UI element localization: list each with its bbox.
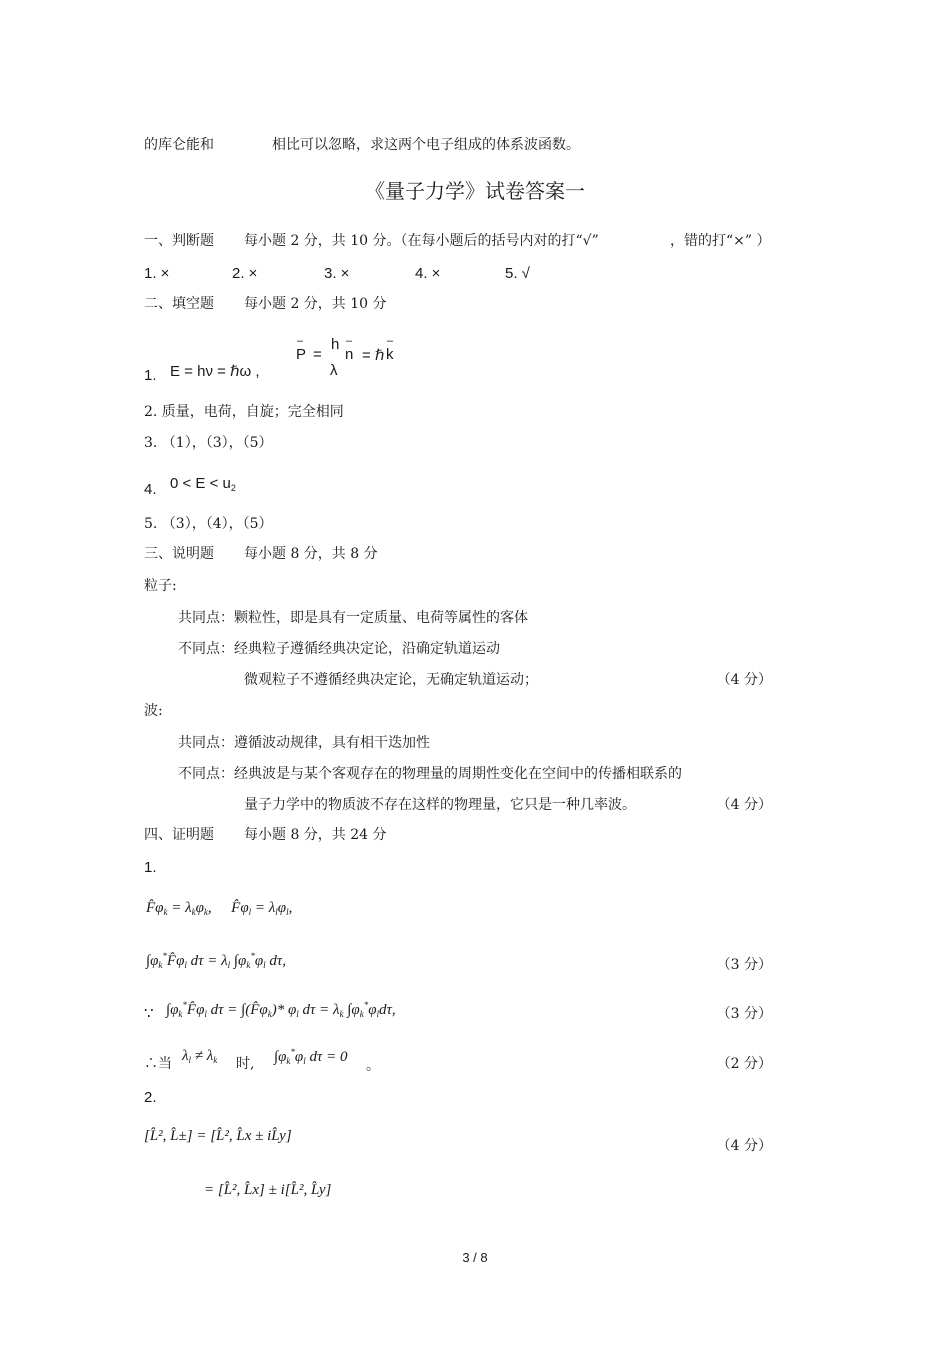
s4-because-equation: $\int\varphi_k^*F̂\varphi_l$ $d\tau = \int(F̂\varphi_k)*$ $\varphi_l$ $d\tau = \lambda_k$ $\int\varphi_k^*\varphi_ld\tau$, <box>166 1000 396 1019</box>
s4-eq4-sub4: l <box>303 1056 306 1066</box>
s4-eq2-star1: * <box>162 951 167 961</box>
s4-eq1-d: F̂φ <box>231 900 249 916</box>
s3-rule: 每小题 8 分，共 8 分 <box>244 546 378 562</box>
s4-eq1-a: F̂φ <box>146 900 164 916</box>
s3-wave-score: （4 分） <box>716 797 772 813</box>
s4-eq3-sub6: k <box>359 1009 364 1019</box>
s4-eq4-e: φ <box>294 1049 304 1065</box>
s4-eq3-e: dτ = λ <box>302 1002 340 1018</box>
s2-heading: 二、填空题 <box>144 296 214 312</box>
s4-eq3-star2: * <box>363 1000 369 1010</box>
s4-eq1-c: φ <box>195 900 204 916</box>
s4-eq3-h: dτ <box>379 1002 392 1018</box>
intro-text-b: 相比可以忽略，求这两个电子组成的体系波函数。 <box>272 137 580 153</box>
s3-particle-diff2: 微观粒子不遵循经典决定论，无确定轨道运动； <box>244 672 538 688</box>
s2-q1-p: – P <box>296 346 306 363</box>
s4-eq4-sub2: k <box>213 1055 218 1065</box>
s4-score-1: （3 分） <box>716 957 772 973</box>
s4-eq4-star: * <box>290 1047 295 1057</box>
s3-particle-score: （4 分） <box>716 672 772 688</box>
page-title: 《量子力学》试卷答案一 <box>365 179 585 203</box>
s1-answer-4: 4. × <box>415 265 441 282</box>
s2-q2: 2. 质量，电荷，自旋；完全相同 <box>144 404 344 420</box>
s4-eq3-g: φ <box>368 1002 377 1018</box>
s4-eq1-sub6: l <box>286 907 289 917</box>
s1-answer-1: 1. × <box>144 265 170 282</box>
s2-q1-eq2: = ℏ <box>362 347 385 364</box>
s4-eq2-sub2: l <box>184 960 187 970</box>
s2-q1-lambda: λ <box>330 362 338 379</box>
s4-rule: 每小题 8 分，共 24 分 <box>244 827 387 843</box>
s4-q2-number: 2. <box>144 1089 157 1106</box>
s4-commutator-1: [L̂², L̂±] = [L̂², L̂x ± iL̂y] <box>144 1128 292 1144</box>
s4-q1-number: 1. <box>144 859 157 876</box>
s2-q5: 5. （3），（4），（5） <box>144 516 273 532</box>
s4-eq1-sub5: l <box>275 907 278 917</box>
s2-q1-equals: = <box>313 346 322 363</box>
s2-q1-k: – k <box>386 346 394 363</box>
s3-wave-diff: 不同点：经典波是与某个客观存在的物理量的周期性变化在空间中的传播相联系的 <box>178 766 682 782</box>
s2-q4-number: 4. <box>144 481 157 498</box>
s4-when-label: ∴当 <box>144 1056 172 1072</box>
s2-q4-ineq: 0 < E < u <box>170 475 231 492</box>
s4-eq3-a: ∫φ <box>166 1002 179 1018</box>
s4-eq4-d: ∫φ <box>274 1049 287 1065</box>
s4-eq1-sub2: k <box>191 907 196 917</box>
s1-heading: 一、判断题 <box>144 233 214 249</box>
s4-eq1-sub4: l <box>248 907 252 917</box>
s3-particle-label: 粒子: <box>144 578 177 594</box>
s4-eq2-sub1: k <box>158 960 163 970</box>
s4-eq3-sub4: l <box>296 1009 299 1019</box>
s4-eq1-f: φ <box>277 900 287 916</box>
s3-heading: 三、说明题 <box>144 546 214 562</box>
s4-eq3-star1: * <box>182 1000 187 1010</box>
s4-eq2-sub4: k <box>246 960 251 970</box>
s4-eq3-d: )* φ <box>271 1002 297 1018</box>
s4-eq2-e: φ <box>254 953 264 969</box>
s2-q1-momentum <box>296 346 306 363</box>
s2-q1-n: – n <box>345 346 353 363</box>
s4-when-suffix: 时, <box>236 1056 255 1072</box>
s1-rule: 每小题 2 分，共 10 分。（在每小题后的括号内对的打“√” <box>244 233 599 249</box>
s4-commutator-2: = [L̂², L̂x] ± i[L̂², L̂y] <box>204 1182 332 1198</box>
s4-heading: 四、证明题 <box>144 827 214 843</box>
s3-particle-same: 共同点：颗粒性，即是具有一定质量、电荷等属性的客体 <box>178 610 528 626</box>
s4-eq3-sub3: k <box>267 1009 272 1019</box>
s4-eigen-equations: $F̂\varphi_k = \lambda_k\varphi_k$, $F̂\varphi_l = \lambda_l\varphi_l$, <box>146 900 293 917</box>
s3-wave-diff2: 量子力学中的物质波不存在这样的物理量，它只是一种几率波。 <box>244 797 636 813</box>
s3-particle-diff: 不同点：经典粒子遵循经典决定论，沿确定轨道运动 <box>178 641 500 657</box>
s1-answer-2: 2. × <box>232 265 258 282</box>
s4-eq4-f: dτ = 0 <box>309 1049 348 1065</box>
s3-wave-label: 波: <box>144 703 163 719</box>
s4-period: 。 <box>366 1058 380 1074</box>
s4-eq3-sub1: k <box>178 1009 183 1019</box>
s2-q1-number: 1. <box>144 367 157 384</box>
s4-eq3-b: F̂φ <box>186 1002 205 1018</box>
s4-eq2-d: ∫φ <box>233 953 247 969</box>
s4-eq3-sub2: l <box>204 1009 207 1019</box>
s4-when-condition <box>182 1046 217 1070</box>
s4-eq2-a: ∫φ <box>146 953 159 969</box>
s2-rule: 每小题 2 分，共 10 分 <box>244 296 387 312</box>
s4-eq2-sub5: l <box>263 960 266 970</box>
s1-rule2: ，错的打“×” ） <box>670 233 771 249</box>
s4-eq1-sub3: k <box>203 907 208 917</box>
s2-q4-formula <box>170 474 236 498</box>
s4-eq4-a: λ <box>182 1048 189 1064</box>
s2-q4-sub: 2 <box>230 483 236 493</box>
s4-eq4-sub1: l <box>188 1055 192 1065</box>
s4-eq1-sub1: k <box>163 907 168 917</box>
s4-eq4-b: ≠ λ <box>194 1048 214 1064</box>
s4-eq2-b: F̂φ <box>166 953 185 969</box>
s4-eq3-f: ∫φ <box>347 1002 360 1018</box>
s4-eq3-sub7: l <box>376 1009 380 1019</box>
intro-text-a: 的库仑能和 <box>144 137 214 153</box>
s4-eq2-star2: * <box>250 951 255 961</box>
s4-eq2-sub3: l <box>227 960 231 970</box>
s4-orthogonality <box>274 1042 348 1071</box>
s1-answer-3: 3. × <box>324 265 350 282</box>
s2-q3: 3. （1），（3），（5） <box>144 435 273 451</box>
s4-eq3-sub5: k <box>339 1009 344 1019</box>
s4-eq3-c: dτ = ∫(F̂φ <box>210 1002 268 1018</box>
s4-score-2: （3 分） <box>716 1006 772 1022</box>
s4-eq2-f: dτ <box>269 953 283 969</box>
s4-eq1-e: = λ <box>254 900 276 916</box>
page-number: 3 / 8 <box>462 1250 488 1265</box>
s3-wave-same: 共同点：遵循波动规律，具有相干迭加性 <box>178 735 430 751</box>
s1-answer-5: 5. √ <box>505 265 530 282</box>
s4-eq1-b: = λ <box>171 900 192 916</box>
s4-score-4: （4 分） <box>716 1138 772 1154</box>
s4-eq2-c: dτ = λ <box>190 953 228 969</box>
s2-q1-n-vector <box>345 346 353 363</box>
s2-q1-k-vector <box>386 346 394 363</box>
s4-eq4-sub3: k <box>286 1056 291 1066</box>
s2-q1-h: h <box>331 336 340 353</box>
s4-score-3: （2 分） <box>716 1056 772 1072</box>
s4-integral-equation: $\int\varphi_k^*F̂\varphi_l$ $d\tau = \lambda_l$ $\int\varphi_k^*\varphi_l$ dτ, <box>146 951 287 970</box>
s2-q1-energy-formula: E = hν = ℏω , <box>170 363 260 380</box>
s4-because-symbol: ∵ <box>144 1005 154 1022</box>
